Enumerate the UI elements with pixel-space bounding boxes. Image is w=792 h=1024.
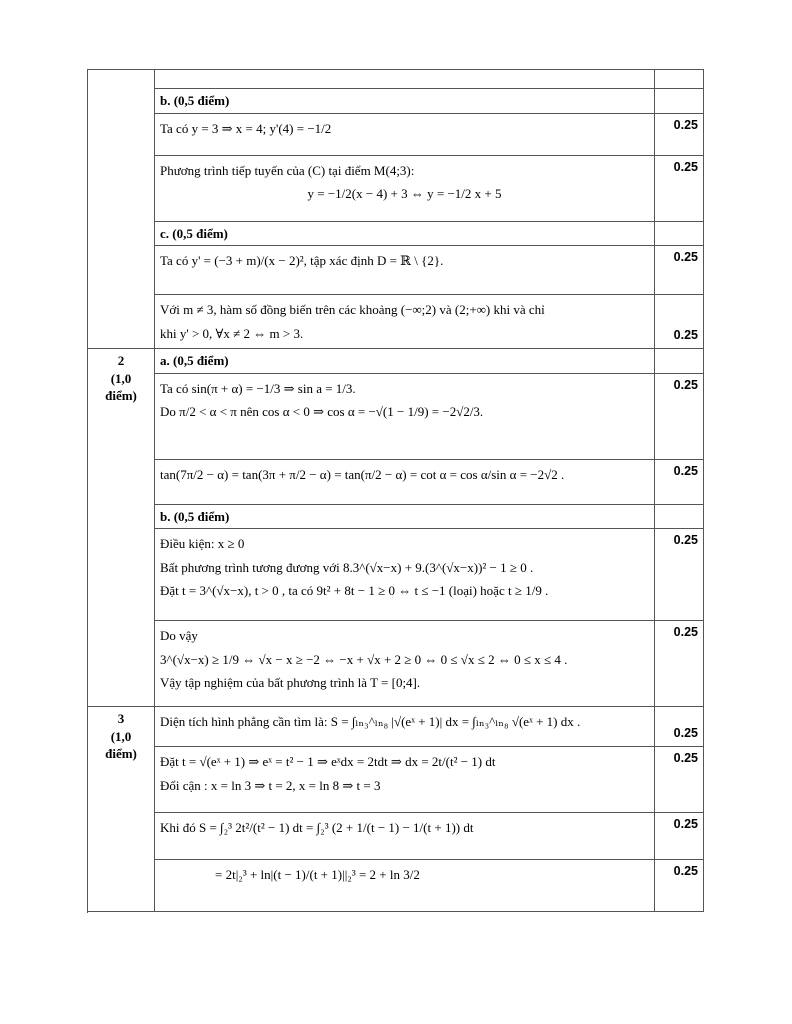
part-heading: a. (0,5 điểm) <box>155 349 655 374</box>
score-value: 0.25 <box>655 747 704 813</box>
table-row <box>88 349 704 374</box>
table-row <box>88 860 704 912</box>
score-value: 0.25 <box>655 113 704 155</box>
math-line: Đổi cận : x = ln 3 ⇒ t = 2, x = ln 8 ⇒ t = 3 <box>160 777 381 793</box>
table-row <box>88 221 704 246</box>
math-line: tan(7π/2 − α) = tan(3π + π/2 − α) = tan(π/2 − α) = cot α = cos α/sin α = −2√2 . <box>160 466 565 482</box>
table-row <box>88 813 704 860</box>
question-points-unit: điểm) <box>105 388 137 404</box>
question-points: (1,0 <box>110 370 132 386</box>
math-line: 3^(√x−x) ≥ 1/9 ⇔ √x − x ≥ −2 ⇔ −x + √x + 2 ≥ 0 ⇔ 0 ≤ √x ≤ 2 ⇔ 0 ≤ x ≤ 4 . <box>160 651 568 667</box>
part-heading: b. (0,5 điểm) <box>155 89 655 114</box>
part-heading: b. (0,5 điểm) <box>155 504 655 529</box>
score-value: 0.25 <box>655 246 704 295</box>
question-points-unit: điểm) <box>105 746 137 762</box>
table-row <box>88 89 704 114</box>
score-value: 0.25 <box>655 459 704 504</box>
score-value: 0.25 <box>655 860 704 912</box>
table-row <box>88 621 704 707</box>
content-cell <box>155 246 655 295</box>
content-cell <box>155 529 655 621</box>
score-cell <box>655 504 704 529</box>
content-cell <box>155 459 655 504</box>
text-line: Với m ≠ 3, hàm số đồng biến trên các khoảng (−∞;2) và (2;+∞) khi và chỉ <box>160 302 545 318</box>
text-line: Do vậy <box>160 628 198 644</box>
content-cell <box>155 155 655 221</box>
table-row <box>88 529 704 621</box>
question-number-cell <box>88 349 155 707</box>
table-row <box>88 70 704 89</box>
score-cell <box>655 89 704 114</box>
content-cell <box>155 747 655 813</box>
math-line: y = −1/2(x − 4) + 3 ⇔ y = −1/2 x + 5 <box>307 186 502 202</box>
table-row <box>88 504 704 529</box>
math-line: Bất phương trình tương đương với 8.3^(√x−x) + 9.(3^(√x−x))² − 1 ≥ 0 . <box>160 559 534 575</box>
question-number: 2 <box>117 353 125 369</box>
table-row <box>88 459 704 504</box>
score-cell <box>655 70 704 89</box>
table-row <box>88 113 704 155</box>
math-line: Đặt t = 3^(√x−x), t > 0 , ta có 9t² + 8t − 1 ≥ 0 ⇔ t ≤ −1 (loại) hoặc t ≥ 1/9 . <box>160 583 549 599</box>
math-line: Điều kiện: x ≥ 0 <box>160 536 245 552</box>
math-line: Ta có sin(π + α) = −1/3 ⇒ sin a = 1/3. <box>160 380 356 396</box>
content-cell <box>155 813 655 860</box>
math-line: = 2t|₂³ + ln|(t − 1)/(t + 1)||₂³ = 2 + ln 3/2 <box>215 867 420 883</box>
content-cell <box>155 295 655 349</box>
question-points: (1,0 <box>110 728 132 744</box>
score-cell <box>655 349 704 374</box>
part-heading: c. (0,5 điểm) <box>155 221 655 246</box>
score-value: 0.25 <box>655 707 704 747</box>
table-row <box>88 246 704 295</box>
question-number: 3 <box>117 711 125 727</box>
content-cell <box>155 113 655 155</box>
score-value: 0.25 <box>655 295 704 349</box>
math-line: Đặt t = √(eˣ + 1) ⇒ eˣ = t² − 1 ⇒ eˣdx = 2tdt ⇒ dx = 2t/(t² − 1) dt <box>160 754 496 770</box>
grading-table <box>87 69 704 912</box>
text-line: Phương trình tiếp tuyến của (C) tại điểm M(4;3): <box>160 162 415 178</box>
math-line: Do π/2 < α < π nên cos α < 0 ⇒ cos α = −√(1 − 1/9) = −2√2/3. <box>160 404 484 420</box>
content-cell <box>155 621 655 707</box>
text-line: khi y' > 0, ∀x ≠ 2 ⇔ m > 3. <box>160 325 304 341</box>
content-cell <box>155 373 655 459</box>
math-line: Ta có y = 3 ⇒ x = 4; y'(4) = −1/2 <box>160 120 332 136</box>
score-value: 0.25 <box>655 155 704 221</box>
table-row <box>88 295 704 349</box>
math-line: Ta có y' = (−3 + m)/(x − 2)², tập xác định D = ℝ \ {2}. <box>160 253 444 269</box>
math-line: Khi đó S = ∫₂³ 2t²/(t² − 1) dt = ∫₂³ (2 + 1/(t − 1) − 1/(t + 1)) dt <box>160 820 474 836</box>
score-value: 0.25 <box>655 813 704 860</box>
table-row <box>88 707 704 747</box>
content-cell <box>155 70 655 89</box>
score-value: 0.25 <box>655 621 704 707</box>
question-cell-empty <box>88 70 155 349</box>
content-cell <box>155 707 655 747</box>
score-value: 0.25 <box>655 373 704 459</box>
question-number-cell <box>88 707 155 912</box>
content-cell <box>155 860 655 912</box>
score-value: 0.25 <box>655 529 704 621</box>
table-row <box>88 373 704 459</box>
text-line: Vậy tập nghiệm của bất phương trình là T = [0;4]. <box>160 675 421 691</box>
table-row <box>88 747 704 813</box>
table-row <box>88 155 704 221</box>
score-cell <box>655 221 704 246</box>
math-line: Diện tích hình phẳng cần tìm là: S = ∫ₗₙ₃^ₗₙ₈ |√(eˣ + 1)| dx = ∫ₗₙ₃^ₗₙ₈ √(eˣ + 1) dx . <box>160 714 581 730</box>
